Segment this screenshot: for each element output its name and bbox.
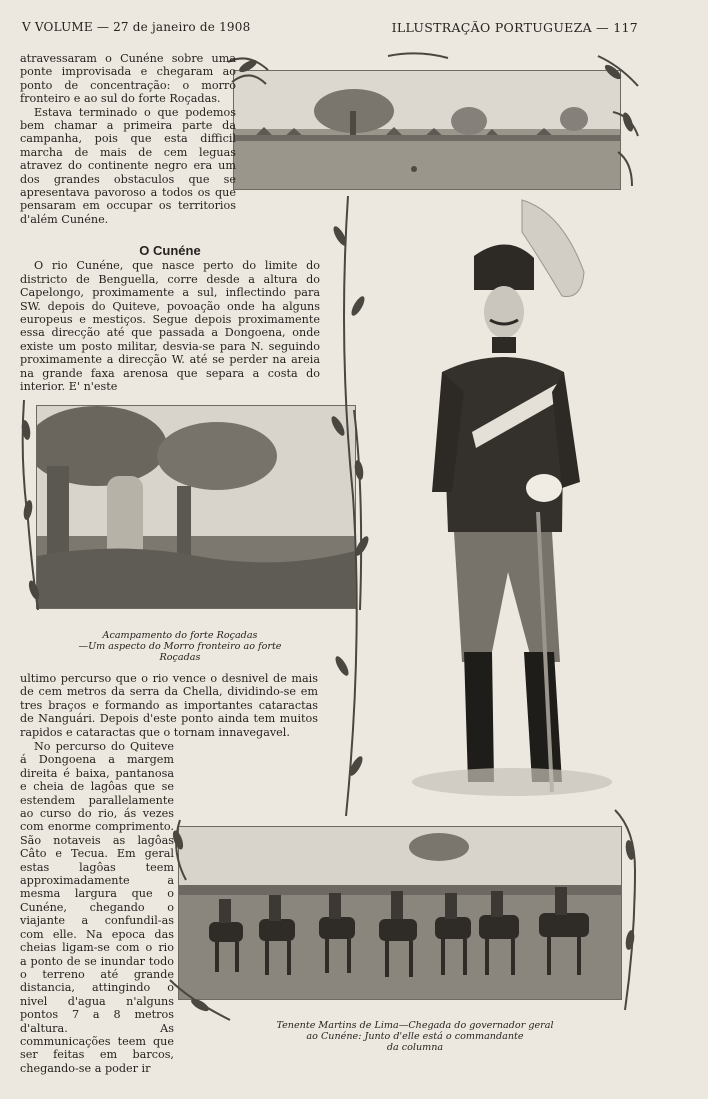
officer-portrait-image bbox=[412, 192, 632, 802]
article-column-bottom-b bbox=[20, 740, 174, 1075]
paragraph: No percurso do Quiteve á Dongoena a margem direita é baixa, pantanosa e cheia de lagôas que se estendem parallelamente ao curso do rio, ás vezes com enorme comprimento. São notaveis as lagôas Câto e Tecua. Em geral estas lagôas teem approximadamente a mesma largura que o Cunéne, chegando o viajante a confundil-as com elle. Na epoca das cheias ligam-se com o rio a ponto de se inundar todo o terreno até grande distancia, attingindo o nivel d'agua n'alguns pontos 7 a 8 metros d'altura. As communicações teem que ser feitas em barcos, chegando-se a poder ir bbox=[20, 740, 174, 1075]
volume-date-header: V VOLUME — 27 de janeiro de 1908 bbox=[22, 20, 251, 34]
caption-line: Tenente Martins de Lima—Chegada do governador geral bbox=[276, 1020, 554, 1031]
leaf-ornament-vertical bbox=[318, 196, 378, 816]
magazine-title-header: ILLUSTRAÇÃO PORTUGUEZA — 117 bbox=[391, 20, 638, 35]
leaf-ornament-bottom bbox=[160, 800, 650, 1040]
article-column-section bbox=[20, 241, 320, 393]
paragraph: atravessaram o Cunéne sobre uma ponte improvisada e chegaram ao ponto de concentração: o morro fronteiro e ao sul do forte Roçadas. bbox=[20, 52, 236, 106]
camp-caption bbox=[60, 630, 300, 663]
officer-portrait bbox=[412, 192, 632, 806]
article-column-bottom-a bbox=[20, 672, 318, 739]
caption-line: Acampamento do forte Roçadas bbox=[102, 630, 258, 641]
paragraph: O rio Cunéne, que nasce perto do limite do districto de Benguella, corre desde a altura do Capelongo, proximamente a sul, inflectindo para SW. depois do Quiteve, povoação onde ha alguns europeus e mestiços. Segue depois proximamente essa direcção até que passada a Dongoena, onde existe um posto militar, desvia-se para N. seguindo proximamente a direcção W. até se perder na areia na grande faxa arenosa que separa a costa do interior. E' n'este bbox=[20, 259, 320, 394]
caption-line: da columna bbox=[386, 1042, 444, 1053]
caption-line: ao Cunéne: Junto d'elle está o commandante bbox=[306, 1031, 524, 1042]
section-title: O Cunéne bbox=[139, 243, 201, 258]
leaf-ornament-top bbox=[218, 52, 648, 202]
officer-caption bbox=[250, 1020, 580, 1053]
caption-line: —Um aspecto do Morro fronteiro ao forte Roçadas bbox=[78, 641, 282, 663]
paragraph: ultimo percurso que o rio vence o desnivel de mais de cem metros da serra da Chella, dividindo-se em tres braços e formando as importantes cataractas de Nanguári. Depois d'este ponto ainda tem muitos rapidos e cataractas que o tornam innavegavel. bbox=[20, 672, 318, 739]
article-column-top bbox=[20, 52, 236, 226]
paragraph: Estava terminado o que podemos bem chamar a primeira parte da campanha, pois que esta difficil marcha de mais de cem leguas atravez do continente negro era um dos grandes obstaculos que se apresentava pavoroso a todos os que pensaram em occupar os territorios d'além Cunéne. bbox=[20, 105, 236, 226]
